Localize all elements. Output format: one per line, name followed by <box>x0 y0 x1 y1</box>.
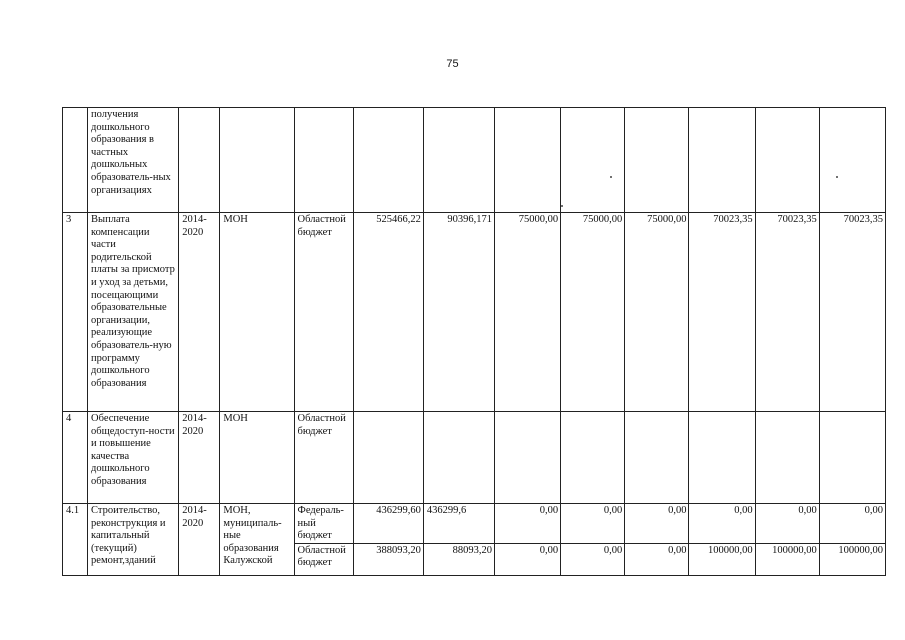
row-number <box>63 108 88 213</box>
value-2018: 70023,35 <box>689 213 755 412</box>
source-cell: Областной бюджет <box>294 412 353 504</box>
value-2017 <box>625 108 689 213</box>
activity-name: Строительство, реконструкция и капитальный (текущий) ремонт,зданий <box>88 504 179 576</box>
value-2019: 100000,00 <box>755 543 819 575</box>
value-2019: 70023,35 <box>755 213 819 412</box>
value-2017: 75000,00 <box>625 213 689 412</box>
value-2019 <box>755 108 819 213</box>
value-2020 <box>819 412 885 504</box>
activity-name: Выплата компенсации части родительской платы за присмотр и уход за детьми, посещающими образовательные организации, реализующие образователь-ную программу дошкольного образования <box>88 213 179 412</box>
executor-cell <box>220 108 294 213</box>
value-2014: 88093,20 <box>423 543 494 575</box>
value-2016: 0,00 <box>561 543 625 575</box>
value-total: 436299,60 <box>353 504 423 544</box>
value-2020: 0,00 <box>819 504 885 544</box>
source-cell-regional: Областной бюджет <box>294 543 353 575</box>
row-number: 4 <box>63 412 88 504</box>
executor-cell: МОН <box>220 213 294 412</box>
value-total: 525466,22 <box>353 213 423 412</box>
years-cell <box>179 108 220 213</box>
value-2018: 100000,00 <box>689 543 755 575</box>
value-2016: 0,00 <box>561 504 625 544</box>
value-total: 388093,20 <box>353 543 423 575</box>
value-2020: 100000,00 <box>819 543 885 575</box>
years-cell: 2014-2020 <box>179 412 220 504</box>
value-2016 <box>561 108 625 213</box>
page-number: 75 <box>446 58 459 70</box>
value-2016: 75000,00 <box>561 213 625 412</box>
table-row <box>63 213 886 412</box>
executor-cell: МОН <box>220 412 294 504</box>
years-cell: 2014-2020 <box>179 504 220 576</box>
table-row <box>63 504 886 544</box>
value-2017: 0,00 <box>625 543 689 575</box>
value-2020: 70023,35 <box>819 213 885 412</box>
activity-name: Обеспечение общедоступ-ности и повышение качества дошкольного образования <box>88 412 179 504</box>
source-cell <box>294 108 353 213</box>
value-2018: 0,00 <box>689 504 755 544</box>
value-2017: 0,00 <box>625 504 689 544</box>
value-2015: 0,00 <box>495 504 561 544</box>
value-2014 <box>423 412 494 504</box>
value-2014: 90396,171 <box>423 213 494 412</box>
value-2019: 0,00 <box>755 504 819 544</box>
row-number: 3 <box>63 213 88 412</box>
value-2015 <box>495 108 561 213</box>
source-cell: Областной бюджет <box>294 213 353 412</box>
value-2015 <box>495 412 561 504</box>
value-2014: 436299,6 <box>423 504 494 544</box>
table-row <box>63 412 886 504</box>
scan-speck <box>836 176 838 178</box>
scan-speck <box>610 176 612 178</box>
source-cell-federal: Федераль-ный бюджет <box>294 504 353 544</box>
table-row <box>63 108 886 213</box>
value-2020 <box>819 108 885 213</box>
value-2016 <box>561 412 625 504</box>
value-2014 <box>423 108 494 213</box>
value-total <box>353 108 423 213</box>
budget-table <box>62 107 886 576</box>
row-number: 4.1 <box>63 504 88 576</box>
scan-speck <box>561 205 563 207</box>
years-cell: 2014-2020 <box>179 213 220 412</box>
executor-cell: МОН, муниципаль-ные образования Калужской <box>220 504 294 576</box>
value-total <box>353 412 423 504</box>
value-2015: 0,00 <box>495 543 561 575</box>
value-2017 <box>625 412 689 504</box>
value-2018 <box>689 108 755 213</box>
value-2019 <box>755 412 819 504</box>
value-2015: 75000,00 <box>495 213 561 412</box>
activity-name: получения дошкольного образования в частных дошкольных образователь-ных организациях <box>88 108 179 213</box>
value-2018 <box>689 412 755 504</box>
